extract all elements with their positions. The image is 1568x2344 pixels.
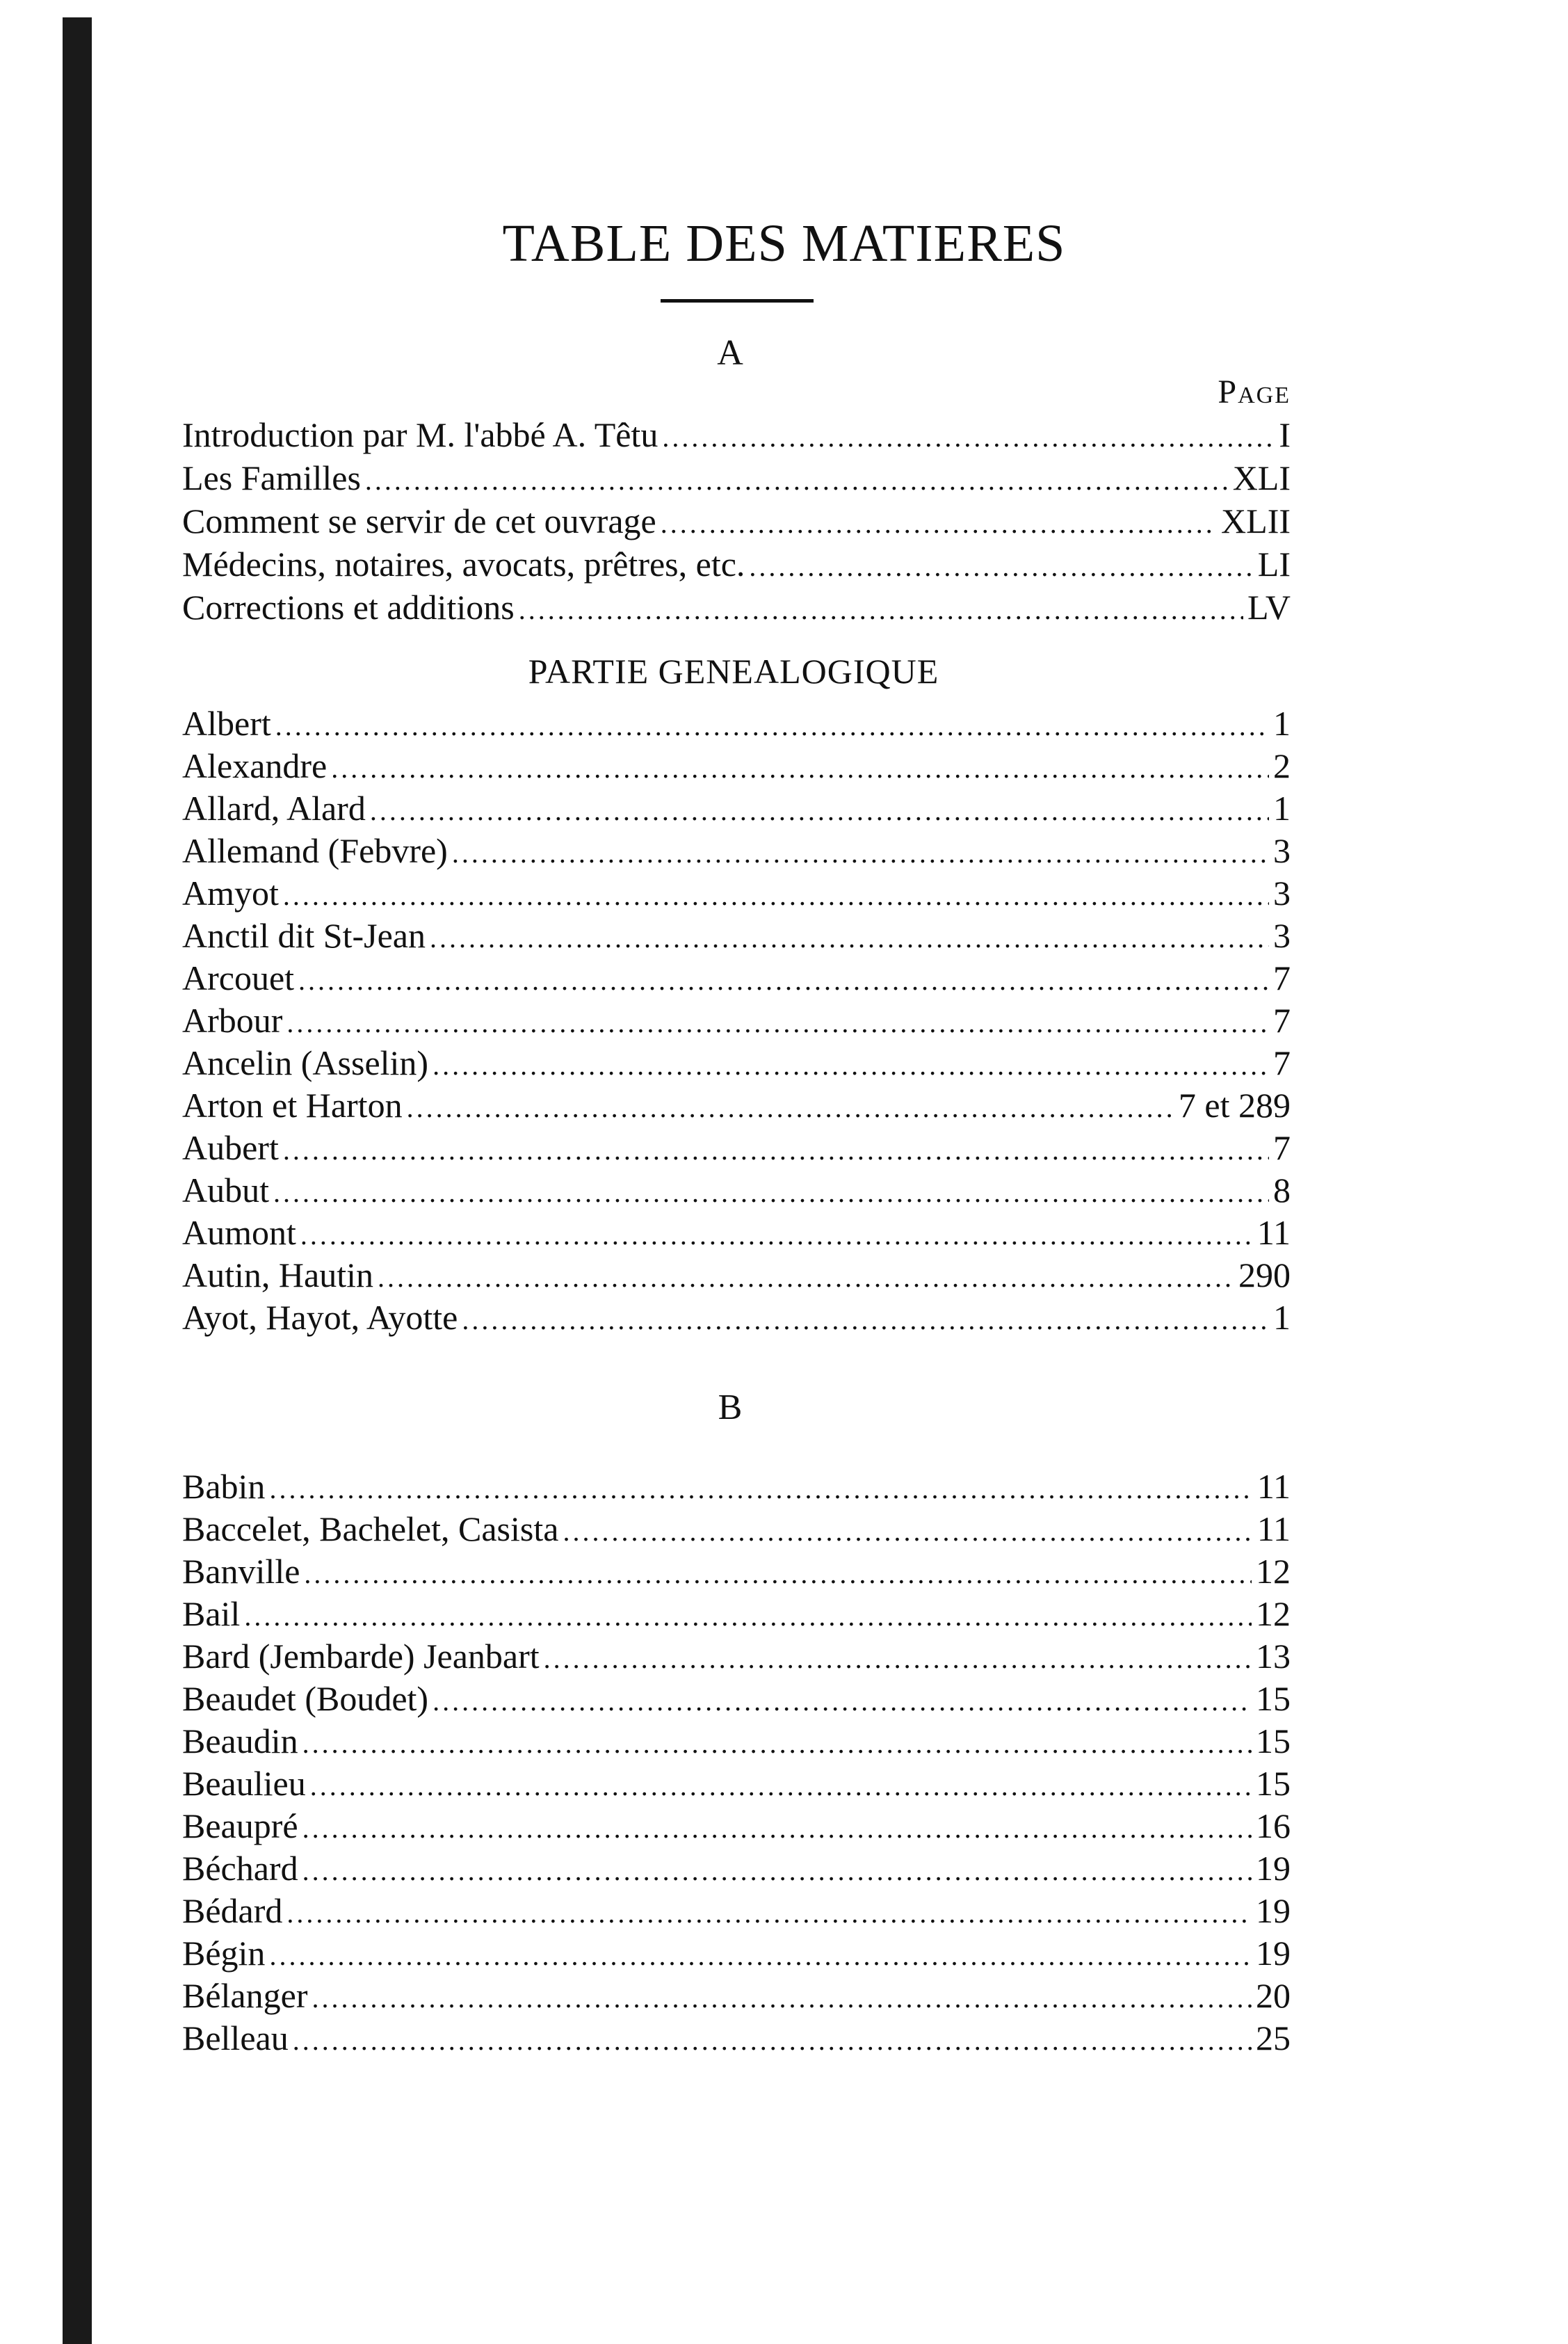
toc-entry-label: Aumont xyxy=(182,1215,296,1252)
toc-entry-label: Arton et Harton xyxy=(182,1088,403,1125)
toc-entry-page: 2 xyxy=(1273,748,1291,785)
toc-entry-label: Beaulieu xyxy=(182,1766,306,1803)
toc-entry[interactable] xyxy=(182,918,1291,961)
dot-leader xyxy=(269,1942,1252,1970)
toc-entry-page: 15 xyxy=(1256,1766,1291,1803)
dot-leader xyxy=(283,1137,1269,1164)
toc-entry-label: Beaudet (Boudet) xyxy=(182,1681,429,1718)
dot-leader xyxy=(544,1645,1252,1673)
toc-entry-label: Babin xyxy=(182,1469,266,1506)
toc-entry[interactable] xyxy=(182,1851,1291,1893)
toc-entry-label: Arbour xyxy=(182,1003,283,1040)
dot-leader xyxy=(293,2027,1252,2055)
toc-entry[interactable] xyxy=(182,1766,1291,1808)
dot-leader xyxy=(749,553,1253,581)
toc-entry-page: 25 xyxy=(1256,2021,1291,2057)
dot-leader xyxy=(275,712,1269,740)
toc-entry[interactable] xyxy=(182,1893,1291,1936)
toc-entry[interactable] xyxy=(182,1639,1291,1681)
toc-entry[interactable] xyxy=(182,1978,1291,2021)
dot-leader xyxy=(286,1900,1252,1927)
dot-leader xyxy=(378,1264,1234,1292)
toc-entry[interactable] xyxy=(182,1936,1291,1978)
toc-entry-page: LI xyxy=(1257,547,1291,584)
toc-entry-page: LV xyxy=(1247,590,1291,627)
dot-leader xyxy=(661,510,1217,538)
dot-leader xyxy=(433,1687,1252,1715)
toc-entry-page: 12 xyxy=(1256,1554,1291,1591)
dot-leader xyxy=(662,424,1275,451)
toc-entry[interactable] xyxy=(182,1088,1291,1130)
dot-leader xyxy=(302,1857,1252,1885)
toc-entry[interactable] xyxy=(182,1258,1291,1300)
toc-entry-page: 15 xyxy=(1256,1724,1291,1760)
toc-entry[interactable] xyxy=(182,1003,1291,1045)
a-entries-list xyxy=(182,706,1291,1342)
toc-entry[interactable] xyxy=(182,876,1291,918)
toc-entry-page: 13 xyxy=(1256,1639,1291,1676)
toc-entry-label: Alexandre xyxy=(182,748,328,785)
toc-entry-label: Comment se servir de cet ouvrage xyxy=(182,504,656,540)
toc-entry-label: Belleau xyxy=(182,2021,289,2057)
toc-entry[interactable] xyxy=(182,1045,1291,1088)
toc-entry-page: 19 xyxy=(1256,1936,1291,1973)
dot-leader xyxy=(312,1984,1252,2012)
section-subheading: PARTIE GENEALOGIQUE xyxy=(528,652,939,691)
toc-entry-page: 7 xyxy=(1273,1045,1291,1082)
toc-entry-page: 7 xyxy=(1273,1130,1291,1167)
toc-entry-page: I xyxy=(1279,417,1291,454)
dot-leader xyxy=(244,1603,1252,1630)
dot-leader xyxy=(452,840,1269,867)
dot-leader xyxy=(430,924,1269,952)
toc-entry[interactable] xyxy=(182,1511,1291,1554)
toc-entry-label: Allard, Alard xyxy=(182,791,366,828)
toc-entry-page: 7 xyxy=(1273,961,1291,997)
dot-leader xyxy=(370,797,1269,825)
toc-entry-page: 15 xyxy=(1256,1681,1291,1718)
toc-entry[interactable] xyxy=(182,1469,1291,1511)
toc-entry[interactable] xyxy=(182,417,1291,460)
toc-entry-label: Bégin xyxy=(182,1936,266,1973)
dot-leader xyxy=(310,1772,1252,1800)
dot-leader xyxy=(286,1009,1269,1037)
toc-entry-page: 12 xyxy=(1256,1596,1291,1633)
toc-entry[interactable] xyxy=(182,1215,1291,1258)
dot-leader xyxy=(407,1094,1174,1122)
toc-entry-label: Allemand (Febvre) xyxy=(182,833,448,870)
toc-entry[interactable] xyxy=(182,590,1291,633)
toc-entry-page: 8 xyxy=(1273,1173,1291,1210)
toc-entry[interactable] xyxy=(182,1808,1291,1851)
toc-entry[interactable] xyxy=(182,547,1291,590)
toc-entry-label: Béchard xyxy=(182,1851,298,1888)
toc-entry-page: 1 xyxy=(1273,706,1291,743)
toc-entry-label: Bail xyxy=(182,1596,241,1633)
b-entries-list xyxy=(182,1469,1291,2063)
toc-entry-label: Banville xyxy=(182,1554,300,1591)
toc-entry[interactable] xyxy=(182,1554,1291,1596)
toc-entry-label: Bélanger xyxy=(182,1978,308,2015)
toc-entry[interactable] xyxy=(182,1724,1291,1766)
toc-entry-label: Introduction par M. l'abbé A. Têtu xyxy=(182,417,658,454)
dot-leader xyxy=(519,596,1243,624)
toc-entry-label: Baccelet, Bachelet, Casista xyxy=(182,1511,559,1548)
dot-leader xyxy=(302,1815,1252,1843)
toc-entry-page: 7 et 289 xyxy=(1178,1088,1291,1125)
toc-entry-page: 11 xyxy=(1256,1511,1291,1548)
dot-leader xyxy=(269,1475,1252,1503)
toc-entry[interactable] xyxy=(182,961,1291,1003)
toc-entry[interactable] xyxy=(182,460,1291,504)
toc-entry-label: Aubert xyxy=(182,1130,279,1167)
toc-entry[interactable] xyxy=(182,1681,1291,1724)
toc-entry-page: XLI xyxy=(1232,460,1291,497)
toc-entry[interactable] xyxy=(182,1300,1291,1342)
toc-entry-page: 3 xyxy=(1273,876,1291,913)
toc-entry-page: 19 xyxy=(1256,1893,1291,1930)
dot-leader xyxy=(331,755,1269,782)
toc-entry-label: Corrections et additions xyxy=(182,590,515,627)
toc-entry-label: Anctil dit St-Jean xyxy=(182,918,426,955)
toc-entry-label: Aubut xyxy=(182,1173,269,1210)
toc-entry-page: 290 xyxy=(1238,1258,1291,1294)
toc-entry-label: Amyot xyxy=(182,876,279,913)
dot-leader xyxy=(462,1306,1269,1334)
page-column-header: Page xyxy=(1218,374,1291,410)
toc-entry[interactable] xyxy=(182,1130,1291,1173)
toc-entry[interactable] xyxy=(182,706,1291,748)
dot-leader xyxy=(433,1052,1269,1079)
dot-leader xyxy=(304,1560,1252,1588)
toc-entry-page: 3 xyxy=(1273,833,1291,870)
toc-entry-page: 7 xyxy=(1273,1003,1291,1040)
section-letter-b: B xyxy=(718,1388,743,1427)
dot-leader xyxy=(365,467,1229,495)
dot-leader xyxy=(300,1221,1253,1249)
toc-entry-page: 16 xyxy=(1256,1808,1291,1845)
toc-entry-page: 19 xyxy=(1256,1851,1291,1888)
toc-entry-page: 20 xyxy=(1256,1978,1291,2015)
toc-entry[interactable] xyxy=(182,833,1291,876)
toc-entry[interactable] xyxy=(182,791,1291,833)
page-title: TABLE DES MATIERES xyxy=(502,214,1066,273)
dot-leader xyxy=(298,967,1269,995)
toc-entry[interactable] xyxy=(182,504,1291,547)
dot-leader xyxy=(563,1518,1252,1546)
toc-entry-label: Beaudin xyxy=(182,1724,298,1760)
toc-entry-label: Ayot, Hayot, Ayotte xyxy=(182,1300,458,1337)
toc-entry[interactable] xyxy=(182,1596,1291,1639)
dot-leader xyxy=(283,882,1269,910)
toc-entry-label: Ancelin (Asselin) xyxy=(182,1045,429,1082)
dot-leader xyxy=(273,1179,1269,1207)
front-matter-list xyxy=(182,417,1291,633)
toc-entry-label: Albert xyxy=(182,706,271,743)
toc-entry-page: 1 xyxy=(1273,791,1291,828)
toc-entry[interactable] xyxy=(182,2021,1291,2063)
toc-entry-page: XLII xyxy=(1221,504,1291,540)
toc-entry-page: 11 xyxy=(1256,1215,1291,1252)
toc-entry-label: Arcouet xyxy=(182,961,295,997)
toc-entry-page: 1 xyxy=(1273,1300,1291,1337)
toc-entry-label: Bard (Jembarde) Jeanbart xyxy=(182,1639,540,1676)
section-letter-a: A xyxy=(717,333,743,373)
toc-entry[interactable] xyxy=(182,1173,1291,1215)
dot-leader xyxy=(302,1730,1252,1758)
toc-entry-page: 11 xyxy=(1256,1469,1291,1506)
toc-entry[interactable] xyxy=(182,748,1291,791)
toc-entry-page: 3 xyxy=(1273,918,1291,955)
toc-entry-label: Bédard xyxy=(182,1893,283,1930)
toc-entry-label: Beaupré xyxy=(182,1808,298,1845)
toc-entry-label: Autin, Hautin xyxy=(182,1258,373,1294)
title-rule xyxy=(661,299,814,303)
toc-entry-label: Les Familles xyxy=(182,460,361,497)
toc-entry-label: Médecins, notaires, avocats, prêtres, etc. xyxy=(182,547,745,584)
